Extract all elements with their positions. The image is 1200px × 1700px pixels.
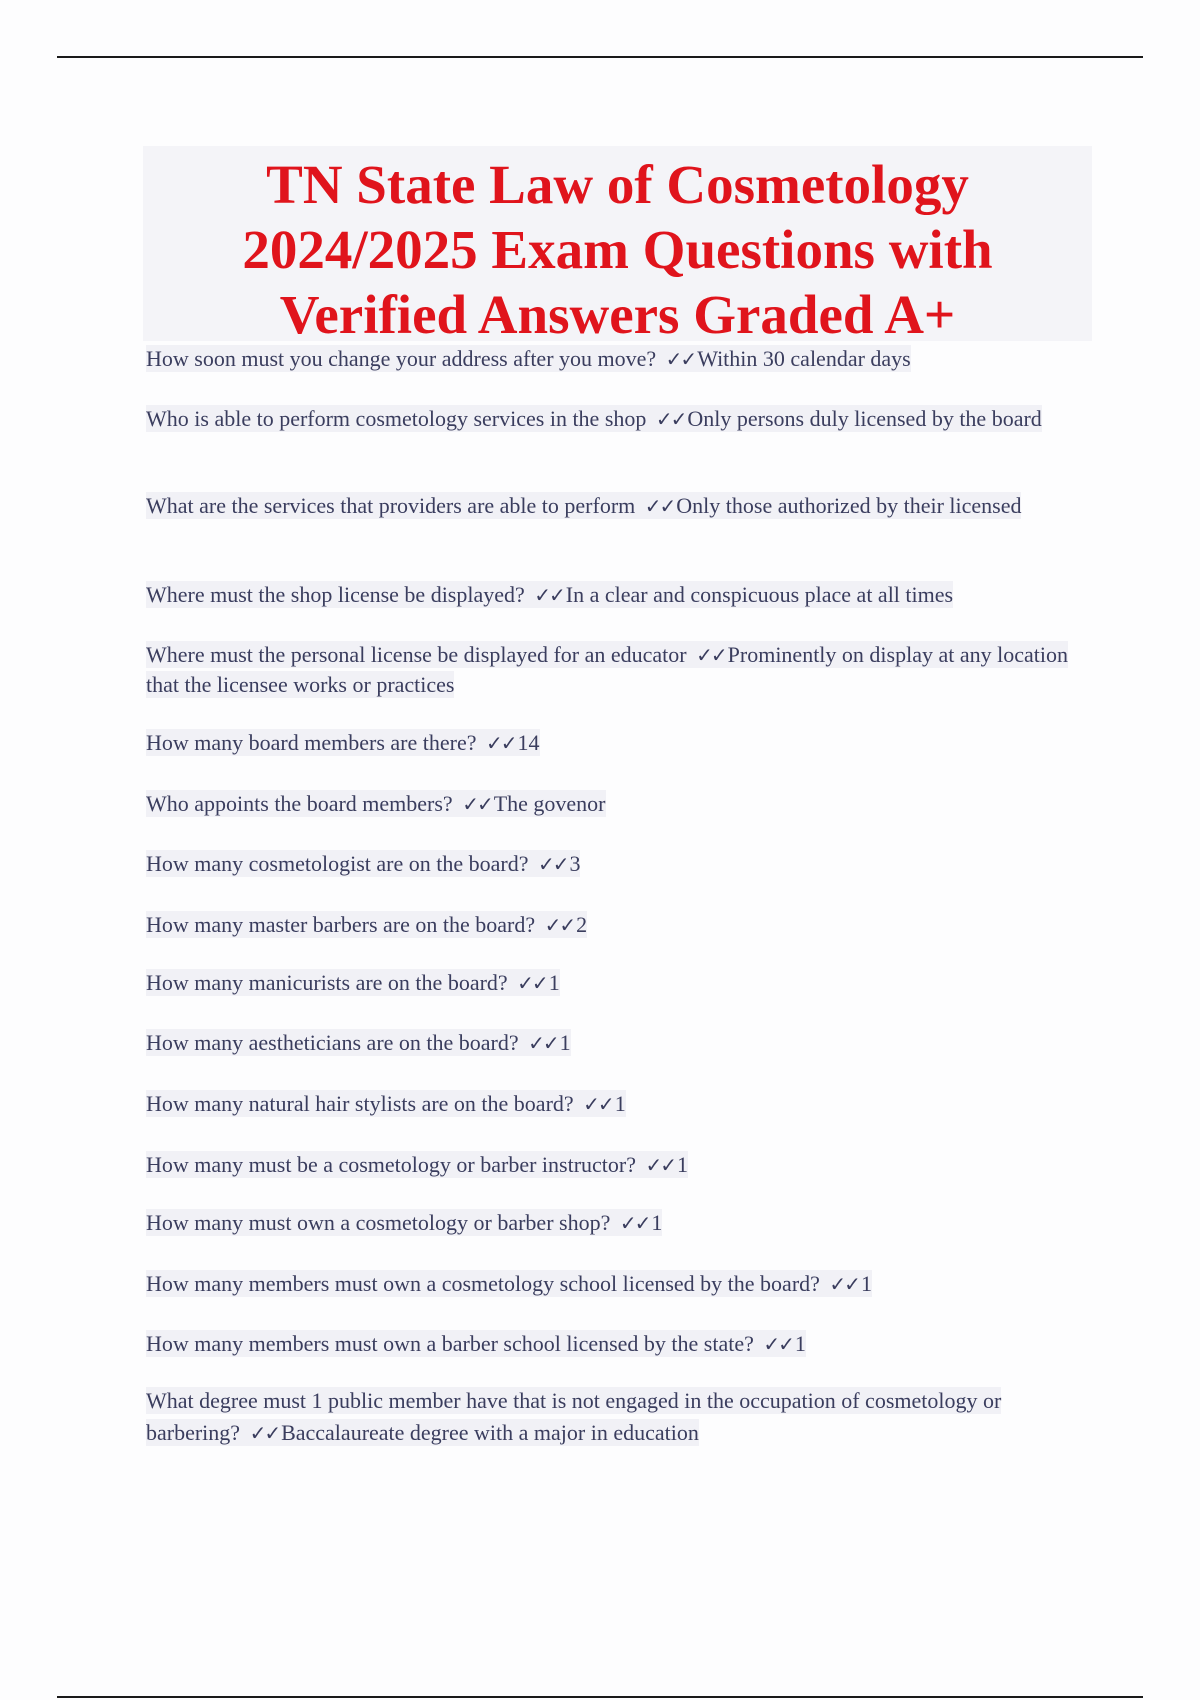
check-icon: ✓✓: [644, 494, 675, 518]
top-rule: [57, 56, 1143, 58]
answer: The govenor: [493, 791, 606, 816]
question: How many board members are there?: [146, 730, 477, 755]
check-icon: ✓✓: [249, 1421, 280, 1445]
question: Who is able to perform cosmetology services in the shop: [146, 406, 647, 431]
check-icon: ✓✓: [528, 1031, 558, 1055]
check-icon: ✓✓: [583, 1092, 613, 1116]
check-icon: ✓✓: [537, 852, 568, 876]
question: How many manicurists are on the board?: [146, 970, 508, 995]
answer: In a clear and conspicuous place at all times: [565, 582, 954, 607]
qa-item: [146, 1208, 1096, 1238]
question: How many cosmetologist are on the board?: [146, 851, 529, 876]
qa-item: [146, 849, 1096, 879]
qa-item: [146, 404, 1096, 434]
title-line-1: TN State Law of Cosmetology: [266, 154, 969, 215]
question: What degree must 1 public member have that is not engaged in the occupation of cosmetology or barbering?: [146, 1388, 1002, 1445]
question: How soon must you change your address after you move?: [146, 346, 657, 371]
qa-item: [146, 640, 1096, 699]
qa-item: [146, 1028, 1096, 1058]
qa-item: [146, 728, 1096, 758]
question: How many must be a cosmetology or barber instructor?: [146, 1152, 636, 1177]
qa-item: [146, 968, 1096, 998]
question: How many must own a cosmetology or barber shop?: [146, 1210, 611, 1235]
qa-item: [146, 1089, 1096, 1119]
answer: Only those authorized by their licensed: [676, 493, 1022, 518]
qa-item: [146, 580, 1096, 610]
title-banner: [143, 146, 1092, 345]
qa-item: [146, 1385, 1096, 1449]
check-icon: ✓✓: [544, 913, 575, 937]
answer: 1: [677, 1152, 688, 1177]
question: What are the services that providers are able to perform: [146, 493, 636, 518]
question: How many members must own a cosmetology school licensed by the board?: [146, 1271, 820, 1296]
document-title: [143, 146, 1092, 347]
answer: Baccalaureate degree with a major in education: [281, 1420, 699, 1445]
qa-item: [146, 491, 1096, 521]
qa-item: [146, 910, 1096, 940]
answer: 2: [576, 912, 588, 937]
check-icon: ✓✓: [534, 583, 564, 607]
answer: 1: [860, 1271, 872, 1296]
answer: Prominently on display at any location that the licensee works or practices: [146, 642, 1068, 697]
answer: 1: [559, 1030, 571, 1055]
check-icon: ✓✓: [763, 1332, 793, 1356]
check-icon: ✓✓: [645, 1153, 675, 1177]
question: Where must the personal license be displayed for an educator: [146, 642, 687, 667]
title-line-2: 2024/2025 Exam Questions with: [242, 219, 993, 280]
check-icon: ✓✓: [696, 643, 726, 667]
qa-item: [146, 1329, 1096, 1359]
question: Where must the shop license be displayed?: [146, 582, 525, 607]
question: How many aestheticians are on the board?: [146, 1030, 519, 1055]
answer: Only persons duly licensed by the board: [687, 406, 1042, 431]
check-icon: ✓✓: [655, 407, 686, 431]
question: How many master barbers are on the board?: [146, 912, 536, 937]
answer: 1: [614, 1091, 626, 1116]
answer: 14: [517, 730, 540, 755]
check-icon: ✓✓: [485, 731, 516, 755]
check-icon: ✓✓: [665, 347, 696, 371]
question: How many natural hair stylists are on the board?: [146, 1091, 574, 1116]
check-icon: ✓✓: [462, 792, 492, 816]
answer: 3: [569, 851, 581, 876]
check-icon: ✓✓: [517, 971, 547, 995]
title-line-3: Verified Answers Graded A+: [279, 284, 956, 345]
check-icon: ✓✓: [619, 1211, 650, 1235]
answer: 1: [651, 1210, 663, 1235]
qa-item: [146, 344, 1096, 374]
check-icon: ✓✓: [829, 1272, 859, 1296]
answer: 1: [548, 970, 560, 995]
qa-item: [146, 1150, 1096, 1180]
answer: 1: [794, 1331, 806, 1356]
qa-item: [146, 789, 1096, 819]
answer: Within 30 calendar days: [697, 346, 911, 371]
qa-item: [146, 1269, 1096, 1299]
question: How many members must own a barber school licensed by the state?: [146, 1331, 754, 1356]
question: Who appoints the board members?: [146, 791, 453, 816]
bottom-rule: [57, 1696, 1143, 1698]
